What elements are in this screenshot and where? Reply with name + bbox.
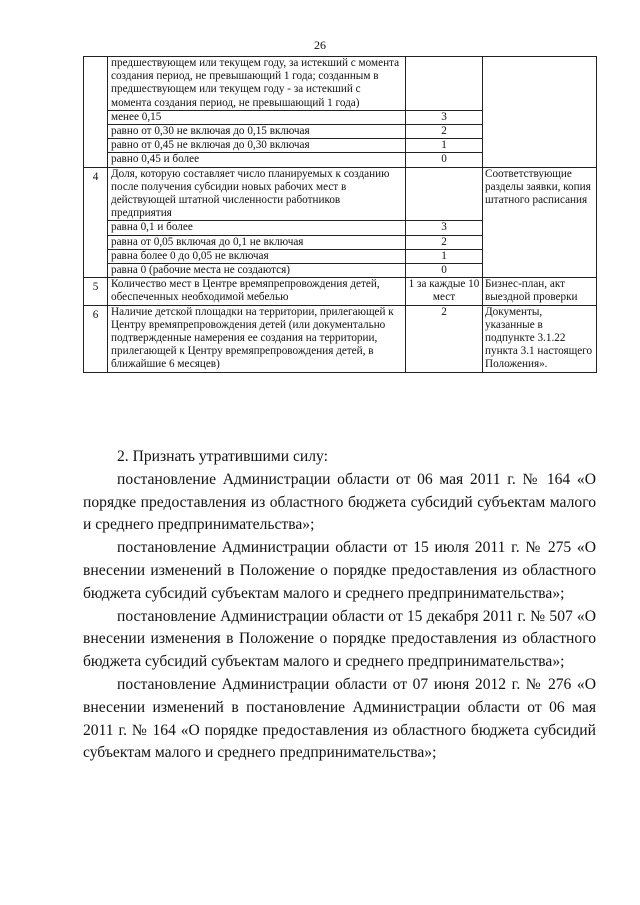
criterion-text: Количество мест в Центре времяпрепровождения детей, обеспеченных необходимой мебелью <box>108 278 406 305</box>
criteria-table <box>83 56 597 373</box>
criterion-number: 4 <box>84 167 108 278</box>
criterion-text: предшествующем или текущем году, за истекший с момента создания период, не превышающий 1 года; созданным в предшествующем или текущем году - за истекший с момента создания период, не превышающий 1 года) <box>108 57 406 111</box>
option-points: 0 <box>406 264 483 278</box>
option-points: 3 <box>406 221 483 235</box>
option-points: 2 <box>406 235 483 249</box>
criterion-points <box>406 167 483 221</box>
option-text: равна 0 (рабочие места не создаются) <box>108 264 406 278</box>
option-text: равна более 0 до 0,05 не включая <box>108 249 406 263</box>
criterion-docs: Соответствующие разделы заявки, копия штатного расписания <box>483 167 597 278</box>
option-points: 2 <box>406 125 483 139</box>
criterion-points: 2 <box>406 305 483 372</box>
criterion-docs: Документы, указанные в подпункте 3.1.22 пункта 3.1 настоящего Положения». <box>483 305 597 372</box>
criterion-text: Доля, которую составляет число планируемых к созданию после получения субсидии новых рабочих мест в действующей штатной численности работников предприятия <box>108 167 406 221</box>
table-row <box>84 167 597 221</box>
option-text: равна от 0,05 включая до 0,1 не включая <box>108 235 406 249</box>
section-heading: 2. Признать утратившими силу: <box>117 448 328 465</box>
option-points: 3 <box>406 110 483 124</box>
repealed-act-item: постановление Администрации области от 15 декабря 2011 г. № 507 «О внесении изменения в Положение о порядке предоставления из областного бюджета субсидий субъектам малого и среднего предпринимательства»; <box>83 607 596 671</box>
criterion-docs <box>483 57 597 168</box>
criterion-docs: Бизнес-план, акт выездной проверки <box>483 278 597 305</box>
criterion-number: 6 <box>84 305 108 372</box>
option-text: равна 0,1 и более <box>108 221 406 235</box>
repealed-act-item: постановление Администрации области от 07 июня 2012 г. № 276 «О внесении изменений в постановление Администрации области от 06 мая 2011 г. № 164 «О порядке предоставления из областного бюджета субсидий субъектам малого и среднего предпринимательства»; <box>83 675 596 762</box>
option-points: 1 <box>406 139 483 153</box>
option-text: равно от 0,30 не включая до 0,15 включая <box>108 125 406 139</box>
table-row <box>84 278 597 305</box>
option-points: 0 <box>406 153 483 167</box>
document-body <box>83 446 596 765</box>
criterion-number: 5 <box>84 278 108 305</box>
option-text: менее 0,15 <box>108 110 406 124</box>
option-text: равно 0,45 и более <box>108 153 406 167</box>
criterion-points <box>406 57 483 111</box>
criterion-points: 1 за каждые 10 мест <box>406 278 483 305</box>
table-row <box>84 305 597 372</box>
page-number: 26 <box>314 38 326 52</box>
table-row <box>84 57 597 111</box>
option-text: равно от 0,45 не включая до 0,30 включая <box>108 139 406 153</box>
repealed-act-item: постановление Администрации области от 06 мая 2011 г. № 164 «О порядке предоставления из областного бюджета субсидий субъектам малого и среднего предпринимательства»; <box>83 470 596 534</box>
option-points: 1 <box>406 249 483 263</box>
repealed-act-item: постановление Администрации области от 15 июля 2011 г. № 275 «О внесении изменений в Положение о порядке предоставления из областного бюджета субсидий субъектам малого и среднего предпринимательства»; <box>83 539 596 602</box>
criterion-number <box>84 57 108 168</box>
criterion-text: Наличие детской площадки на территории, прилегающей к Центру времяпрепровождения детей (или документально подтвержденные намерения ее создания на территории, прилегающей к Центру времяпрепровождения детей, в ближайшие 6 месяцев) <box>108 305 406 372</box>
